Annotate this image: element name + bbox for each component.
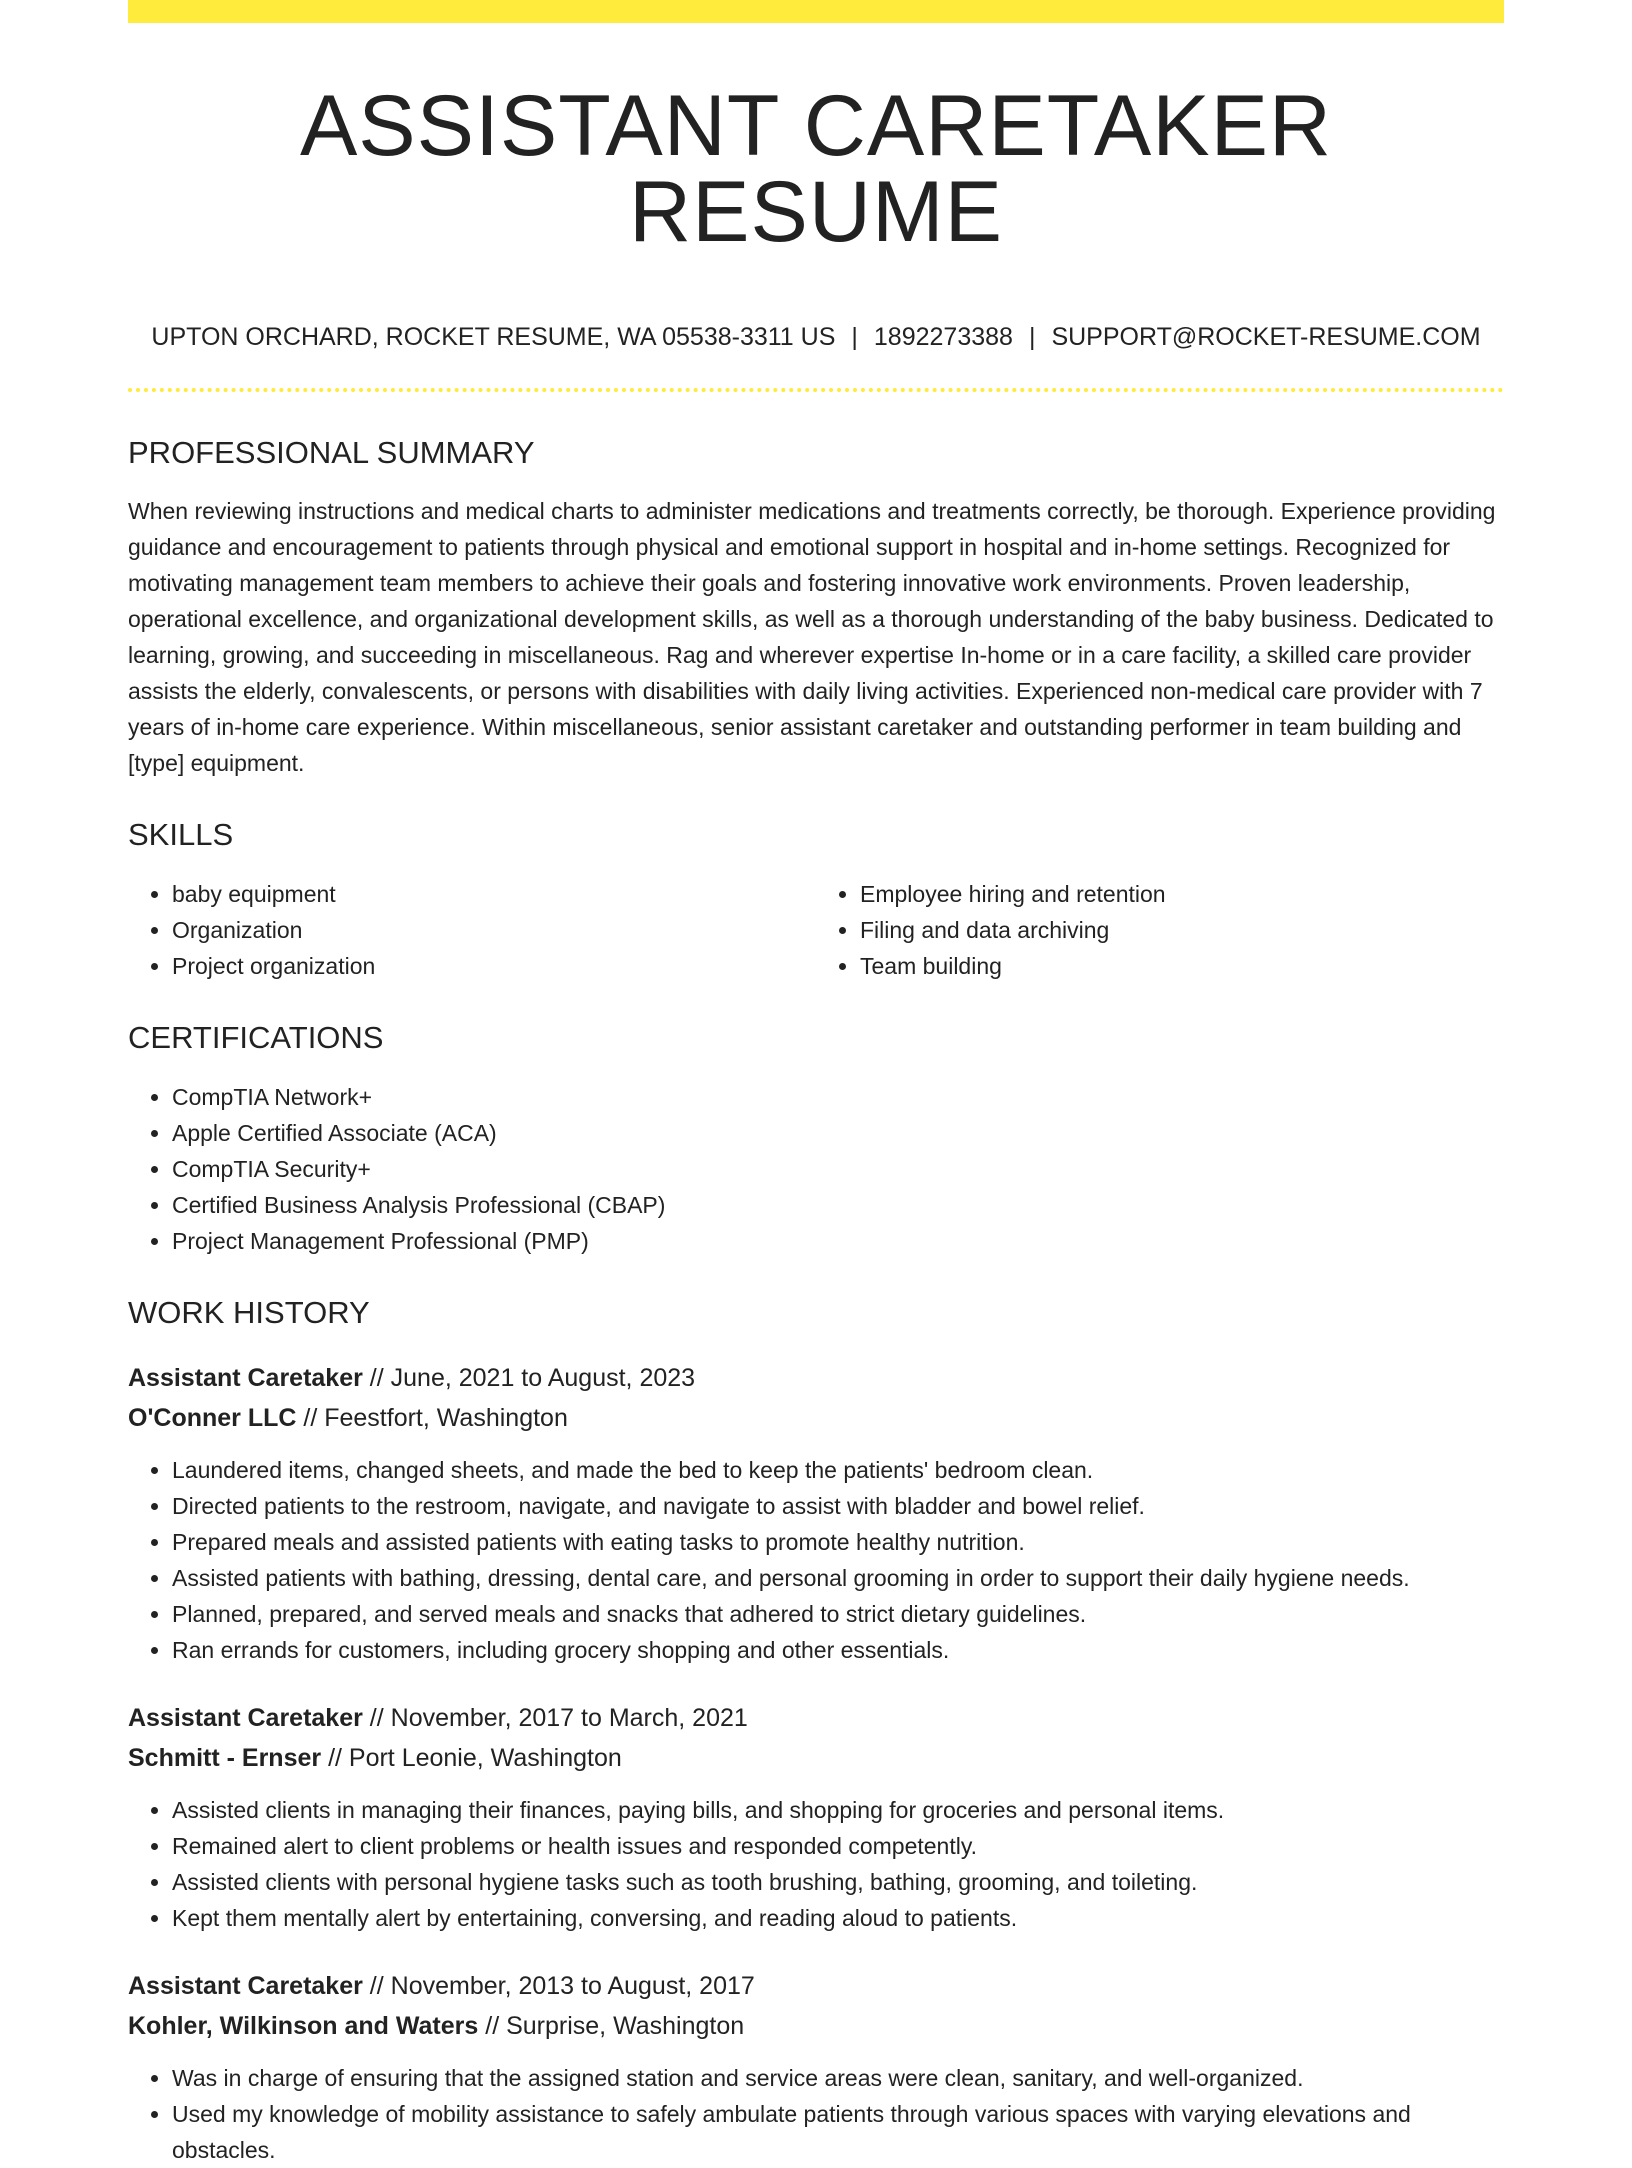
job-entry — [128, 1358, 1504, 1668]
job-company: Schmitt - Ernser — [128, 1744, 322, 1772]
contact-email: SUPPORT@ROCKET-RESUME.COM — [1051, 323, 1481, 351]
job-title: Assistant Caretaker — [128, 1704, 363, 1732]
certifications-list — [128, 1079, 1504, 1259]
certification-item: • Project Management Professional (PMP) — [172, 1223, 1504, 1259]
skill-item: • Employee hiring and retention — [860, 876, 1504, 912]
skill-item: • baby equipment — [172, 876, 816, 912]
skill-item: • Project organization — [172, 948, 816, 984]
summary-text: When reviewing instructions and medical charts to administer medications and treatments correctly, be thorough. Experience providing guidance and encouragement to patients through physical and emotional support in hospital and in-home settings. Recognized for motivating management team members to achieve their goals and fostering innovative work environments. Proven leadership, operational excellence, and organizational development skills, as well as a thorough understanding of the baby business. Dedicated to learning, growing, and succeeding in miscellaneous. Rag and wherever expertise In-home or in a care facility, a skilled care provider assists the elderly, convalescents, or persons with disabilities with daily living activities. Experienced non-medical care provider with 7 years of in-home care experience. Within miscellaneous, senior assistant caretaker and outstanding performer in team building and [type] equipment. — [128, 498, 1496, 776]
job-company: Kohler, Wilkinson and Waters — [128, 2012, 479, 2040]
job-company-line — [128, 1398, 1504, 1438]
job-location: // Feestfort, Washington — [303, 1404, 568, 1432]
job-bullets — [128, 2060, 1504, 2168]
contact-phone: 1892273388 — [873, 323, 1013, 351]
skill-item: • Team building — [860, 948, 1504, 984]
job-location: // Port Leonie, Washington — [328, 1744, 622, 1772]
job-bullets — [128, 1792, 1504, 1936]
skill-item: • Organization — [172, 912, 816, 948]
work-history-section — [128, 1297, 1504, 2168]
contact-separator: | — [851, 323, 858, 351]
job-title-line — [128, 1698, 1504, 1738]
job-company: O'Conner LLC — [128, 1404, 297, 1432]
job-bullet: • Remained alert to client problems or health issues and responded competently. — [172, 1828, 1504, 1864]
job-title: Assistant Caretaker — [128, 1972, 363, 2000]
job-bullet: • Prepared meals and assisted patients with eating tasks to promote healthy nutrition. — [172, 1524, 1504, 1560]
job-entry — [128, 1698, 1504, 1936]
job-entry — [128, 1966, 1504, 2168]
job-title-line — [128, 1358, 1504, 1398]
certification-item: • Certified Business Analysis Professional (CBAP) — [172, 1187, 1504, 1223]
skills-right-list — [816, 876, 1504, 984]
certification-item: • CompTIA Network+ — [172, 1079, 1504, 1115]
job-dates: // November, 2017 to March, 2021 — [369, 1704, 748, 1732]
summary-section — [128, 437, 1504, 781]
job-bullet: • Assisted clients with personal hygiene tasks such as tooth brushing, bathing, grooming, and toileting. — [172, 1864, 1504, 1900]
certifications-heading: CERTIFICATIONS — [128, 1020, 384, 1055]
summary-heading: PROFESSIONAL SUMMARY — [128, 435, 535, 470]
resume-page — [128, 0, 1504, 2168]
resume-title: ASSISTANT CARETAKER RESUME — [299, 78, 1333, 260]
certification-item: • Apple Certified Associate (ACA) — [172, 1115, 1504, 1151]
skills-heading: SKILLS — [128, 817, 234, 852]
job-bullet: • Used my knowledge of mobility assistance to safely ambulate patients through various spaces with varying elevations and obstacles. — [172, 2096, 1504, 2168]
skills-section — [128, 819, 1504, 984]
job-bullets — [128, 1452, 1504, 1668]
job-location: // Surprise, Washington — [485, 2012, 745, 2040]
certification-item: • CompTIA Security+ — [172, 1151, 1504, 1187]
job-bullet: • Kept them mentally alert by entertaining, conversing, and reading aloud to patients. — [172, 1900, 1504, 1936]
job-bullet: • Assisted patients with bathing, dressing, dental care, and personal grooming in order to support their daily hygiene needs. — [172, 1560, 1504, 1596]
job-bullet: • Ran errands for customers, including grocery shopping and other essentials. — [172, 1632, 1504, 1668]
work-history-heading: WORK HISTORY — [128, 1295, 370, 1330]
job-bullet: • Planned, prepared, and served meals and snacks that adhered to strict dietary guidelines. — [172, 1596, 1504, 1632]
job-bullet: • Was in charge of ensuring that the assigned station and service areas were clean, sanitary, and well-organized. — [172, 2060, 1504, 2096]
top-accent-bar — [128, 0, 1504, 23]
contact-address: UPTON ORCHARD, ROCKET RESUME, WA 05538-3311 US — [151, 323, 836, 351]
job-bullet: • Laundered items, changed sheets, and made the bed to keep the patients' bedroom clean. — [172, 1452, 1504, 1488]
job-title: Assistant Caretaker — [128, 1364, 363, 1392]
job-dates: // June, 2021 to August, 2023 — [369, 1364, 696, 1392]
job-dates: // November, 2013 to August, 2017 — [369, 1972, 755, 2000]
dotted-divider — [128, 388, 1504, 392]
job-bullet: • Assisted clients in managing their finances, paying bills, and shopping for groceries and personal items. — [172, 1792, 1504, 1828]
job-title-line — [128, 1966, 1504, 2006]
job-company-line — [128, 2006, 1504, 2046]
job-bullet: • Directed patients to the restroom, navigate, and navigate to assist with bladder and bowel relief. — [172, 1488, 1504, 1524]
certifications-section — [128, 1022, 1504, 1259]
skill-item: • Filing and data archiving — [860, 912, 1504, 948]
contact-separator: | — [1028, 323, 1036, 351]
skills-left-list — [128, 876, 816, 984]
skills-columns — [128, 850, 1504, 984]
job-company-line — [128, 1738, 1504, 1778]
contact-line — [128, 325, 1504, 350]
